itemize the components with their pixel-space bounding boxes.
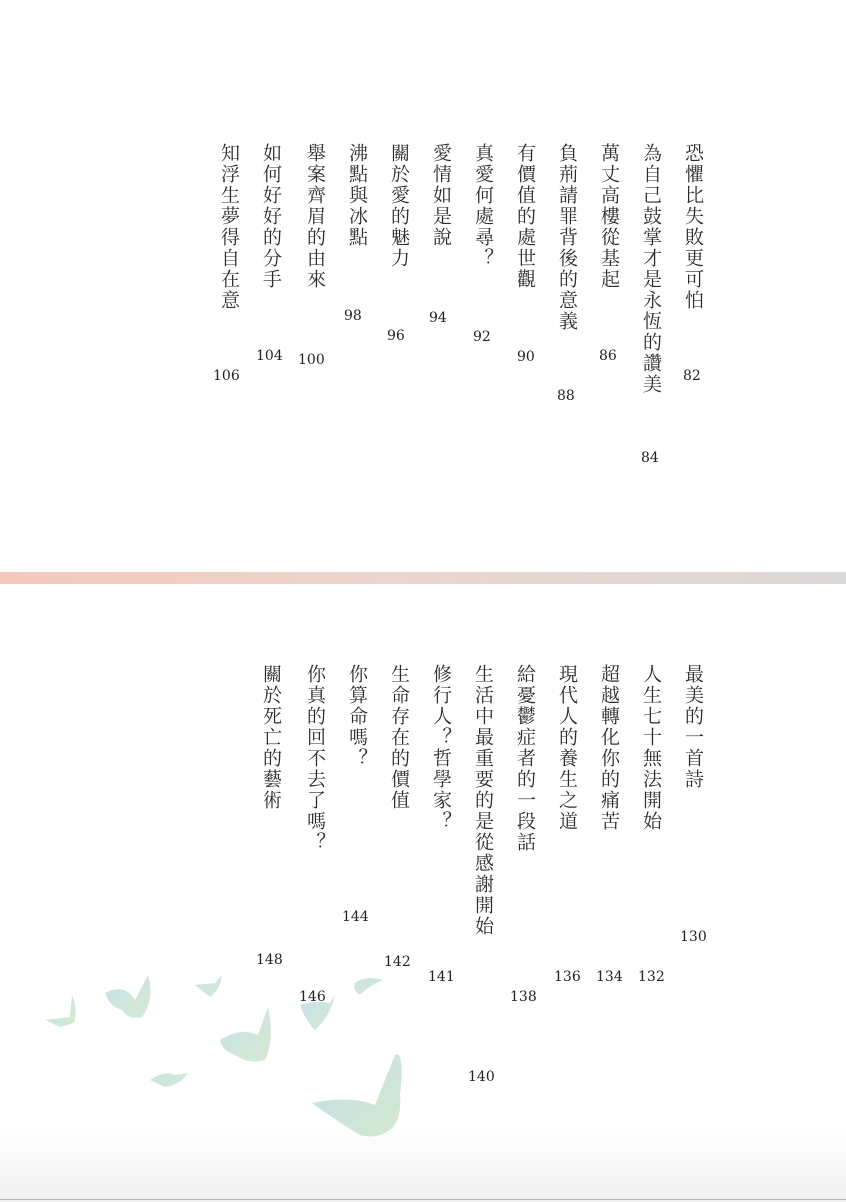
toc-entry-title: 最美的一首詩 (682, 664, 704, 790)
toc-entry-page: 88 (557, 388, 575, 404)
toc-entry-page: 92 (473, 329, 491, 345)
toc-entry-title: 有價值的處世觀 (514, 143, 536, 290)
butterfly-icon (300, 995, 335, 1030)
toc-entry-page: 106 (213, 368, 240, 384)
toc-entry-title: 愛情如是說 (430, 143, 452, 248)
toc-entry-title: 你算命嗎？ (346, 664, 368, 769)
toc-entry-page: 98 (344, 308, 362, 324)
toc-entry-page: 82 (683, 368, 701, 384)
toc-entry-title: 真愛何處尋？ (472, 143, 494, 269)
toc-entry-page: 134 (596, 969, 623, 985)
toc-entry-title: 如何好好的分手 (260, 143, 282, 290)
toc-entry-page: 136 (554, 969, 581, 985)
toc-entry-page: 141 (428, 969, 455, 985)
butterfly-icon (150, 1063, 188, 1087)
butterfly-decoration (30, 955, 430, 1150)
toc-entry-title: 超越轉化你的痛苦 (598, 664, 620, 832)
toc-entry-title: 現代人的養生之道 (556, 664, 578, 832)
toc-entry-title: 修行人？哲學家？ (430, 664, 452, 832)
page-divider (0, 572, 846, 584)
toc-entry-page: 86 (599, 348, 617, 364)
toc-entry-page: 104 (256, 348, 283, 364)
butterfly-icon (105, 975, 150, 1018)
butterfly-icon (195, 975, 222, 997)
butterfly-icon (220, 1007, 271, 1062)
toc-entry-title: 沸點與冰點 (346, 143, 368, 248)
toc-entry-page: 132 (638, 969, 665, 985)
toc-entry-page: 144 (342, 909, 369, 925)
toc-entry-title: 關於死亡的藝術 (260, 664, 282, 811)
toc-entry-title: 人生七十無法開始 (640, 664, 662, 832)
toc-entry-title: 關於愛的魅力 (388, 143, 410, 269)
toc-entry-title: 恐懼比失敗更可怕 (682, 143, 704, 311)
toc-entry-page: 100 (298, 352, 325, 368)
butterfly-icon (312, 1055, 402, 1137)
toc-entry-page: 84 (641, 450, 659, 466)
butterfly-icon (45, 995, 76, 1027)
toc-entry-title: 給憂鬱症者的一段話 (514, 664, 536, 853)
toc-page-top (0, 0, 846, 572)
toc-entry-title: 生命存在的價值 (388, 664, 410, 811)
toc-entry-page: 138 (510, 989, 537, 1005)
butterfly-icon (354, 965, 383, 995)
toc-entry-page: 142 (384, 954, 411, 970)
page-bottom-rule (0, 1199, 846, 1200)
toc-entry-page: 148 (256, 952, 283, 968)
toc-entry-title: 舉案齊眉的由來 (304, 143, 326, 290)
toc-entry-page: 146 (299, 989, 326, 1005)
toc-entry-page: 96 (387, 328, 405, 344)
toc-entry-page: 90 (517, 349, 535, 365)
toc-entry-page: 140 (468, 1069, 495, 1085)
toc-entry-page: 94 (429, 310, 447, 326)
toc-entry-page: 130 (680, 929, 707, 945)
toc-entry-title: 生活中最重要的是從感謝開始 (472, 664, 494, 937)
toc-entry-title: 負荊請罪背後的意義 (556, 143, 578, 332)
toc-entry-title: 為自己鼓掌才是永恆的讚美 (640, 143, 662, 395)
toc-entry-title: 萬丈高樓從基起 (598, 143, 620, 290)
toc-entry-title: 你真的回不去了嗎？ (304, 664, 326, 853)
toc-entry-title: 知浮生夢得自在意 (218, 143, 240, 311)
